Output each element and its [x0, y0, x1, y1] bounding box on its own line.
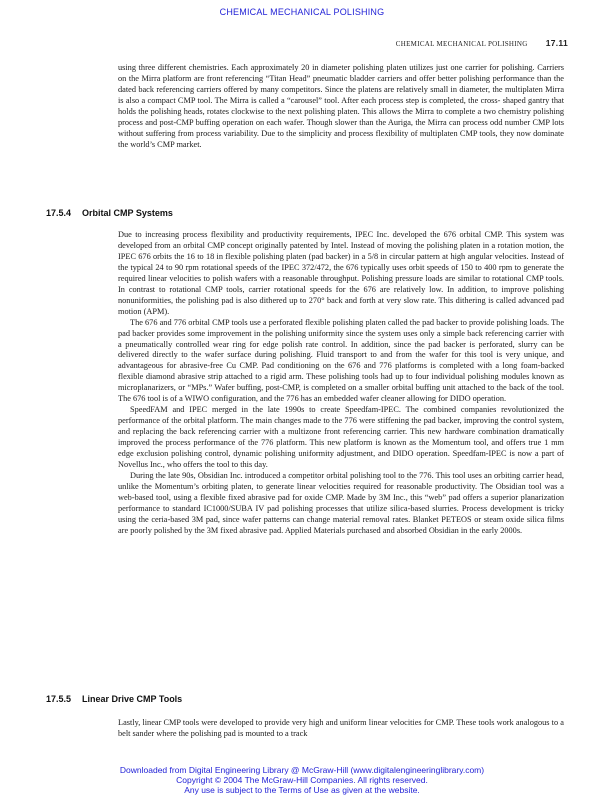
- download-footer: [0, 765, 604, 795]
- footer-line-download: Downloaded from Digital Engineering Library @ McGraw-Hill (www.digitalengineeringlibrary.com): [119, 765, 485, 775]
- top-banner: CHEMICAL MECHANICAL POLISHING: [219, 7, 385, 17]
- running-header-title: CHEMICAL MECHANICAL POLISHING: [395, 40, 528, 48]
- paragraph: Lastly, linear CMP tools were developed to provide very high and uniform linear velocities for CMP. These tools work analogous to a belt sander where the polishing pad is mounted to a track: [118, 718, 564, 738]
- section-body-linear-drive: [118, 718, 564, 740]
- section-heading-orbital-cmp: [46, 208, 173, 218]
- paragraph: The 676 and 776 orbital CMP tools use a perforated flexible polishing platen called the pad backer to provide polishing loads. The pad backer provides some improvement in the polishing uniformity since the system uses only a simple back referencing carrier with a pneumatically controlled wear ring for edge polish rate control. In addition, since the pad backer is perforated, slurry can be delivered directly to the wafer surface during polishing. Fluid transport to and from the wafer for this tool is very unique, and advantageous for abrasive-free Cu CMP. Pad conditioning on the 676 and 776 platforms is completed with a long foam-backed flexible diamond abrasive strip attached to a rigid arm. These polishing tools had up to four individual polishing modules known as microplanarizers, or “MPs.” Wafer buffing, post-CMP, is completed on a smaller orbital buffing unit attached to the back of the tool. The 676 tool is of a WIWO configuration, and the 776 has an embedded wafer cleaner allowing for DIDO operation.: [118, 317, 564, 404]
- section-title: Orbital CMP Systems: [82, 208, 173, 218]
- section-number: 17.5.5: [46, 694, 72, 704]
- paragraph: Due to increasing process flexibility and productivity requirements, IPEC Inc. developed the 676 orbital CMP. This system was developed from an orbital CMP concept originally patented by Intel. Instead of moving the polishing platen in a rotation motion, the IPEC 676 orbits the 16 to 18 in flexible polishing platen (pad backer) in a 5/8 in circular pattern at high angular velocities. Instead of the typical 24 to 90 rpm rotational speeds of the IPEC 372/472, the 676 typically uses orbit speeds of 150 to 400 rpm to generate the required linear velocities to polish wafers with a reasonable throughput. Polishing pressure loads are similar to rotational CMP tools. In contrast to rotational CMP tools, carrier rotational speeds for the 676 are relatively low. In addition, to improve polishing nonuniformities, the polishing pad is also dithered up to 270° back and forth at very slow rate. This dithering is called advanced pad motion (APM).: [118, 230, 564, 316]
- section-title: Linear Drive CMP Tools: [82, 694, 183, 704]
- paragraph: During the late 90s, Obsidian Inc. introduced a competitor orbital polishing tool to the 776. This tool uses an orbiting carrier head, unlike the Momentum’s orbiting platen, to generate linear velocities required for reasonable productivity. The Obsidian tool was a web-based tool, using a flexible fixed abrasive pad for oxide CMP. Made by 3M Inc., this “web” pad offers a superior planarization performance to standard IC1000/SUBA IV pad polishing processes that utilize silica-based slurries. Process development is tricky using the ceria-based 3M pad, since wafer patterns can change material removal rates. Blanket PETEOS or steam oxide silica films are poorly polished by the 3M fixed abrasive pad. Applied Materials purchased and absorbed Obsidian in the early 2000s.: [118, 470, 564, 535]
- page-number: 17.11: [545, 38, 568, 48]
- footer-line-copyright: Copyright © 2004 The McGraw-Hill Companies. All rights reserved.: [176, 775, 428, 785]
- intro-text: [118, 63, 564, 151]
- section-body-orbital-cmp: [118, 230, 564, 537]
- footer-line-terms: Any use is subject to the Terms of Use as given at the website.: [184, 785, 420, 795]
- running-header: [0, 38, 568, 48]
- paragraph: using three different chemistries. Each approximately 20 in diameter polishing platen utilizes just one carrier for polishing. Carriers on the Mirra platform are front referencing “Titan Head” pneumatic bladder carriers and offer better polishing performance than the dated back referencing carriers offered by many competitors. Since the platens are relatively small in diameter, the multiplaten Mirra is also a compact CMP tool. The Mirra is called a “carousel” tool. After each process step is completed, the cross- shaped gantry that holds the polishing heads, rotates clockwise to the next polishing platen. This allows the Mirra to complete a two chemistry polishing process and post-CMP buffing operation on each wafer. Though slower than the Auriga, the Mirra can process odd number CMP lots without suffering from process variability. Due to the simplicity and process flexibility of multiplaten CMP tools, they now dominate the world’s CMP market.: [118, 63, 564, 149]
- section-heading-linear-drive: [46, 694, 182, 704]
- paragraph: SpeedFAM and IPEC merged in the late 1990s to create Speedfam-IPEC. The combined companies revolutionized the performance of the orbital platform. The main changes made to the 776 were stiffening the pad backer, improving the control system, and replacing the back referencing carrier with a multizone front referencing carrier. This new hardware combination dramatically improved the process performance of the 776 platform. This new platform is known as the Momentum tool, and offers true 1 mm edge exclusion polishing control, dynamic polishing uniformity adjustment, and DIDO operation. Speedfam-IPEC is now a part of Novellus Inc., who offers the tool to this day.: [118, 405, 564, 470]
- section-number: 17.5.4: [46, 208, 72, 218]
